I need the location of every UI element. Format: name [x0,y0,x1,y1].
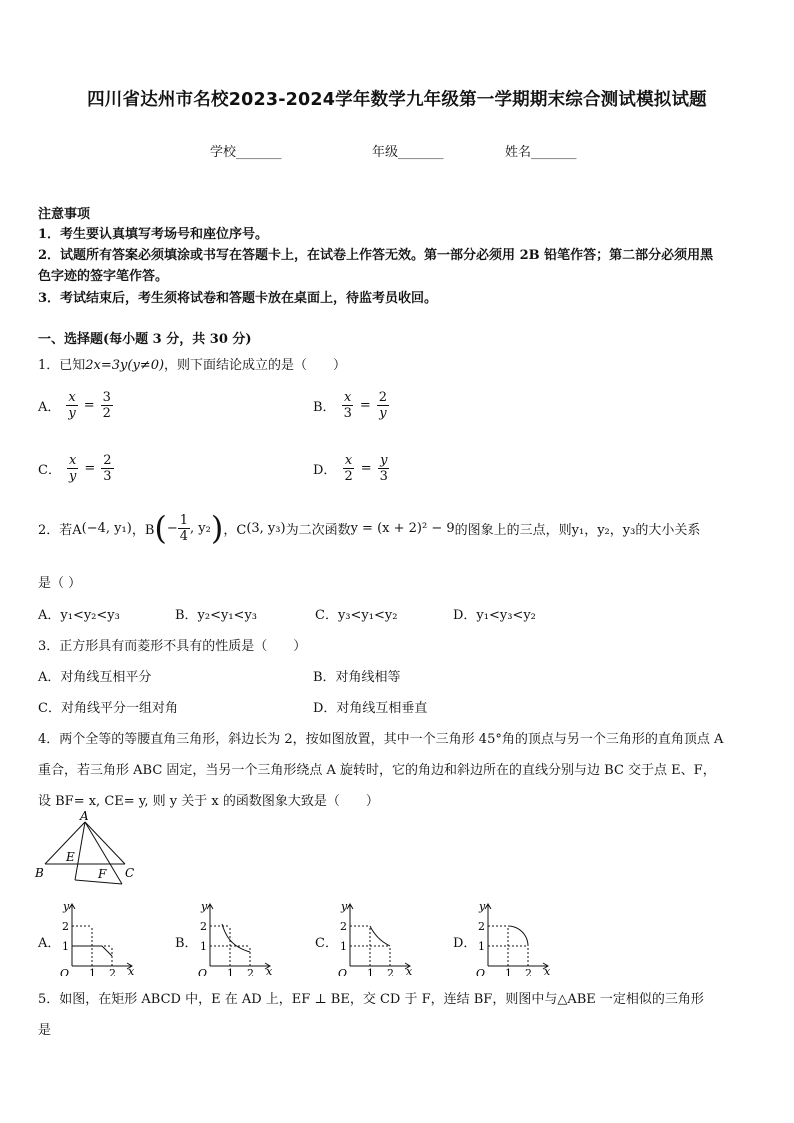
q1-b-eq: = [359,398,371,413]
q1-stem [38,354,346,373]
tick-label-x2: 2 [247,967,254,976]
q2-p3: ，C [223,522,247,538]
q2-function: y = (x + 2)² − 9 [350,520,455,536]
q4-option-c-label[interactable]: C． [315,936,338,951]
q2-cont: 是（ ） [38,576,82,591]
q3-option-d[interactable]: D．对角线互相垂直 [313,701,428,716]
tick-label-y1: 1 [62,940,69,953]
note-3: 3．考试结束后，考生须将试卷和答题卡放在桌面上，待监考员收回。 [38,291,438,306]
x-axis-label: x [128,965,135,976]
q2-p1: 2．若A [38,522,82,538]
q1-c-frac2: $\frac{2}{3}$ [103,453,112,484]
q4-line-2: 重合，若三角形 ABC 固定，当另一个三角形绕点 A 旋转时，它的角边和斜边所在的直线分别与边 BC 交于点 E、F， [38,763,716,778]
function-curve [222,924,250,952]
q2-vars: y₁，y₂，y₃ [571,522,636,538]
q3-option-c[interactable]: C．对角线平分一组对角 [38,701,178,716]
q1-option-d[interactable] [313,453,390,484]
q2-option-d[interactable]: D．y₁<y₃<y₂ [453,608,536,623]
label-c: C [125,866,135,880]
q1-d-eq: = [360,461,372,476]
y-axis-label: y [201,900,208,913]
tick-label-y2: 2 [62,920,69,933]
note-2a: 2．试题所有答案必须填涂或书写在答题卡上，在试卷上作答无效。第一部分必须用 2B 铅笔作答；第二部分必须用黑 [38,248,714,263]
q4-graph-a [58,900,136,976]
q1-stem-a: 1．已知 [38,358,86,373]
tick-label-x1: 1 [367,967,374,976]
notes-heading: 注意事项 [38,207,91,222]
x-axis-label: x [266,965,273,976]
q2-option-a[interactable]: A．y₁<y₂<y₃ [38,608,120,623]
tick-label-x1: 1 [505,967,512,976]
q1-a-frac2: $\frac{3}{2}$ [102,390,111,421]
function-curve [508,926,528,946]
school-field: 学校_______ [210,145,282,160]
q2-pb-frac: $\frac{1}{4}$ [179,512,189,544]
q3-option-a[interactable]: A．对角线互相平分 [38,670,152,685]
x-axis-label: x [544,965,551,976]
label-a: A [80,809,89,823]
q4-graph-c [336,900,414,976]
y-axis-label: y [479,900,486,913]
q1-option-b[interactable] [313,390,389,421]
label-f: F [98,867,107,881]
q2-paren-close: ) [210,509,224,547]
q1-c-frac1: $\frac{x}{y}$ [68,453,77,484]
q4-graph-b [196,900,274,976]
tick-label-x2: 2 [387,967,394,976]
tick-label-x2: 2 [109,967,116,976]
q2-point-c: (3, y₃) [246,520,286,536]
q2-pb-post: , y₂ [190,520,211,536]
q2-paren-open: ( [154,509,167,547]
q1-a-eq: = [83,398,95,413]
q3-option-b[interactable]: B．对角线相等 [313,670,401,685]
q4-option-b-label[interactable]: B． [175,936,198,951]
tick-label-y2: 2 [340,920,347,933]
q1-option-a[interactable] [38,390,113,421]
q2-point-a: (−4, y₁) [81,520,132,536]
q1-a-frac1: $\frac{x}{y}$ [68,390,76,421]
q4-option-d-label[interactable]: D． [453,936,477,951]
q1-b-frac1: $\frac{x}{3}$ [343,390,352,421]
origin-label: O [198,967,208,976]
q4-line-3: 设 BF= x, CE= y, 则 y 关于 x 的函数图象大致是（ ） [38,794,379,809]
tick-label-y2: 2 [478,920,485,933]
q2-option-b[interactable]: B．y₂<y₁<y₃ [175,608,258,623]
q1-option-c[interactable] [38,453,114,484]
origin-label: O [476,967,486,976]
label-e: E [66,850,75,864]
q2-stem [38,509,701,547]
tick-label-x1: 1 [227,967,234,976]
tick-label-x2: 2 [525,967,532,976]
q2-option-c[interactable]: C．y₃<y₁<y₂ [315,608,398,623]
q4-line-1: 4．两个全等的等腰直角三角形，斜边长为 2，按如图放置，其中一个三角形 45°角的顶点与另一个三角形的直角顶点 A [38,732,724,747]
q2-pb-minus: − [166,520,178,536]
side-ac [85,822,125,864]
note-2b: 色字迹的签字笔作答。 [38,269,169,284]
q1-b-label: B． [313,400,336,415]
q1-c-eq: = [84,461,96,476]
y-axis-label: y [341,900,348,913]
x-axis-label: x [406,965,413,976]
y-axis-label: y [63,900,70,913]
q4-option-a-label[interactable]: A． [38,936,61,951]
origin-label: O [338,967,348,976]
tick-label-y2: 2 [200,920,207,933]
origin-label: O [60,967,70,976]
tick-label-y1: 1 [478,940,485,953]
q1-c-label: C． [38,463,61,478]
q2-p5: 的图象上的三点，则 [454,522,572,538]
q1-d-label: D． [313,463,337,478]
name-field: 姓名_______ [505,145,577,160]
function-curve [370,926,390,946]
tick-label-y1: 1 [340,940,347,953]
q3-stem: 3．正方形具有而菱形不具有的性质是（ ） [38,639,307,654]
note-1: 1．考生要认真填写考场号和座位序号。 [38,227,269,242]
q5-line-1: 5．如图，在矩形 ABCD 中，E 在 AD 上，EF ⊥ BE，交 CD 于 F，连结 BF，则图中与△ABE 一定相似的三角形 [38,992,704,1007]
q2-p2: ，B [131,522,155,538]
page-title: 四川省达州市名校2023-2024学年数学九年级第一学期期末综合测试模拟试题 [87,90,707,110]
q5-line-2: 是 [38,1023,52,1038]
tick-label-y1: 1 [200,940,207,953]
q4-triangle-figure [30,808,150,888]
q1-stem-b: ，则下面结论成立的是（ ） [164,358,347,373]
q1-a-label: A． [38,400,61,415]
tick-label-x1: 1 [89,967,96,976]
q2-p6: 的大小关系 [635,522,701,538]
q1-stem-eq: 2x=3y(y≠0) [85,358,165,373]
label-b: B [35,866,44,880]
q1-d-frac1: $\frac{x}{2}$ [344,453,353,484]
section-heading: 一、选择题(每小题 3 分，共 30 分) [38,332,252,347]
grade-field: 年级_______ [372,145,444,160]
q4-graph-d [474,900,552,976]
q2-p4: 为二次函数 [285,522,351,538]
function-curve [72,946,112,956]
q1-d-frac2: $\frac{y}{3}$ [379,453,388,484]
q1-b-frac2: $\frac{2}{y}$ [378,390,388,421]
